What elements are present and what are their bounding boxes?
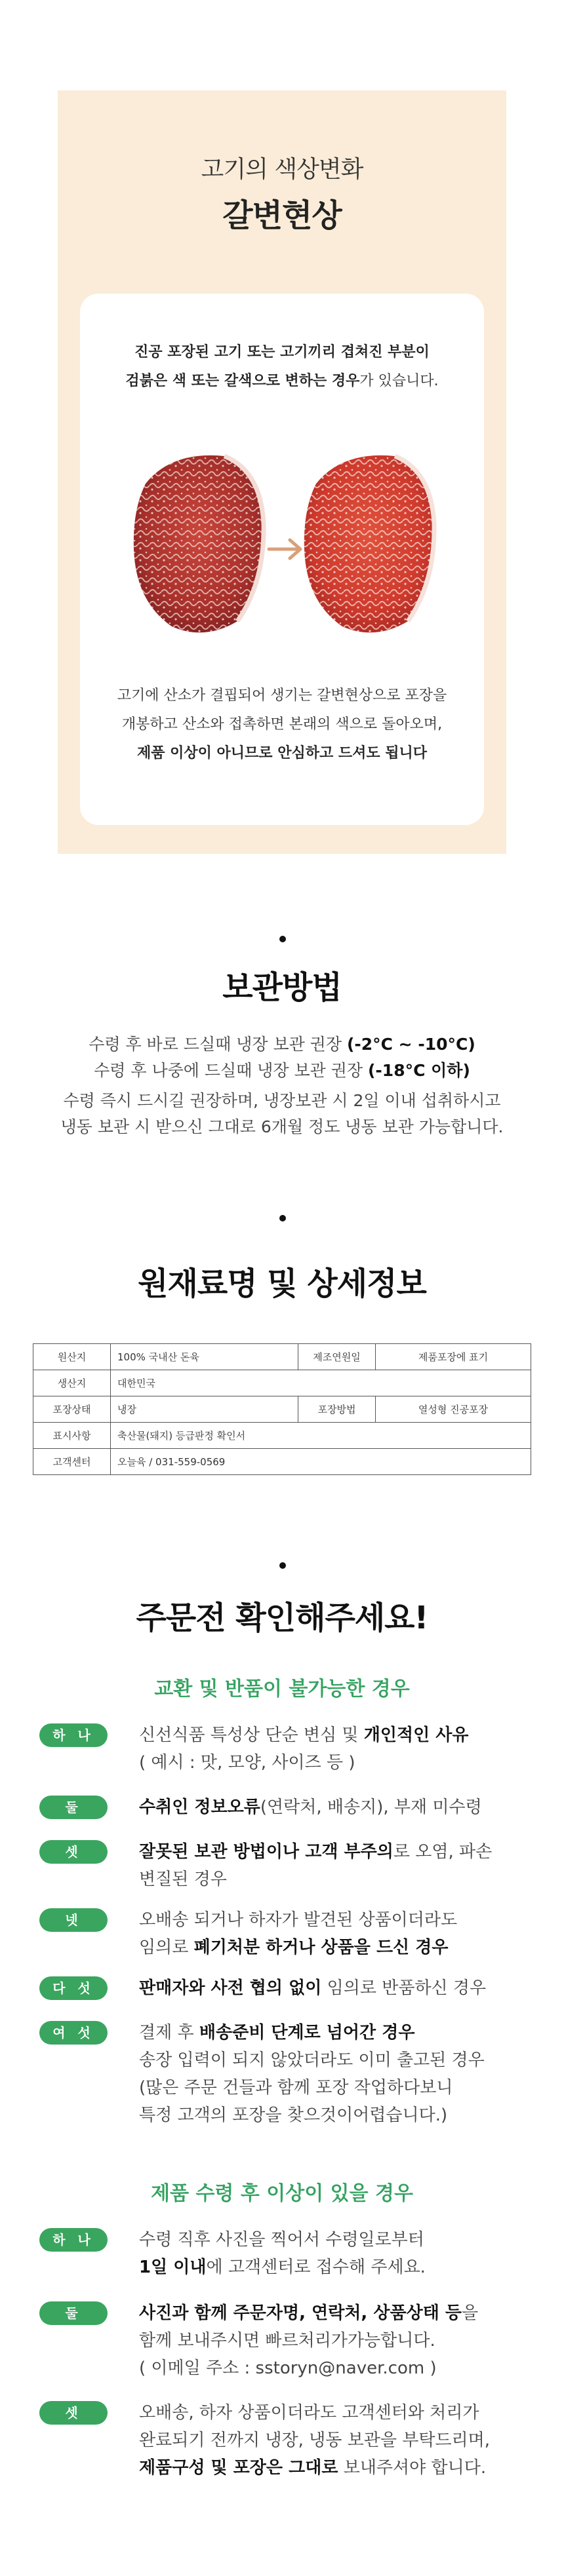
table-row (33, 1449, 531, 1475)
item-bold: 배송준비 단계로 넘어간 경우 (199, 2023, 415, 2043)
item-bold: 개인적인 사유 (363, 1725, 469, 1745)
badge-label: 하 나 (39, 1723, 108, 1747)
item-text: 함께 보내주시면 빠르처리가가능합니다. (139, 2331, 435, 2351)
item-bold: 제품구성 및 포장은 그대로 (139, 2458, 338, 2478)
desc-line2: 개봉하고 산소와 접촉하면 본래의 색으로 돌아오며, (121, 716, 443, 733)
date-label: 제조연원일 (298, 1344, 376, 1370)
badge-label: 다 섯 (39, 1976, 108, 2000)
item-text: 신선식품 특성상 단순 변심 및 (139, 1725, 364, 1745)
item-bold: 잘못된 보관 방법이나 고객 부주의 (139, 1842, 393, 1862)
date-value: 제품포장에 표기 (376, 1344, 531, 1370)
item-text: 을 (462, 2303, 479, 2323)
mark-value: 축산물(돼지) 등급판정 확인서 (111, 1423, 531, 1449)
badge-label: 셋 (39, 1840, 108, 1864)
origin-value: 100% 국내산 돈육 (111, 1344, 298, 1370)
section-dot (279, 936, 286, 942)
badge-label: 넷 (39, 1908, 108, 1932)
item-bold: 1일 이내 (139, 2258, 207, 2277)
item-text: ( 이메일 주소 : sstoryn@naver.com ) (139, 2358, 437, 2378)
producer-label: 생산지 (33, 1370, 111, 1396)
storage-instructions (0, 1031, 564, 1084)
item-bold: 폐기처분 하거나 상품을 드신 경우 (193, 1938, 449, 1957)
item-bold: 판매자와 사전 협의 없이 (139, 1978, 322, 1998)
intro-line2-rest: 가 있습니다. (359, 373, 439, 389)
desc-line3: 제품 이상이 아니므로 안심하고 드셔도 됩니다 (136, 745, 428, 761)
storage-line2-temp: (-18°C 이하) (368, 1061, 470, 1080)
table-row (33, 1423, 531, 1449)
fresh-meat-image (126, 444, 270, 641)
item-text: 로 오염, 파손 (393, 1842, 493, 1862)
storage-line1-temp: (-2°C ~ -10°C) (346, 1035, 475, 1054)
item-text: 송장 입력이 되지 않았더라도 이미 출고된 경우 (139, 2050, 485, 2070)
table-row (33, 1396, 531, 1423)
storage-line2: 수령 후 나중에 드실때 냉장 보관 권장 (94, 1061, 368, 1080)
section-dot (279, 1215, 286, 1221)
item-text: ( 예시 : 맛, 모양, 사이즈 등 ) (139, 1753, 355, 1773)
restored-meat-image (296, 444, 441, 641)
item-text: 완료되기 전까지 냉장, 냉동 보관을 부탁드리며, (139, 2431, 491, 2450)
badge-label: 하 나 (39, 2228, 108, 2252)
section-dot (279, 1562, 286, 1569)
badge-label: 셋 (39, 2401, 108, 2425)
item-text: 특정 고객의 포장을 찾으것이어렵습니다.) (139, 2105, 448, 2125)
item-text: 에 고객센터로 접수해 주세요. (206, 2258, 426, 2277)
item-text: 보내주셔야 합니다. (338, 2458, 487, 2478)
storage-line3: 수령 즉시 드시길 권장하며, 냉장보관 시 2일 이내 섭취하시고 (63, 1091, 501, 1110)
item-text: 임의로 (139, 1938, 194, 1957)
browning-info-card (80, 294, 484, 825)
item-text: 임의로 반품하신 경우 (321, 1978, 487, 1998)
color-change-panel (58, 90, 506, 854)
desc-line1: 고기에 산소가 결핍되어 생기는 갈변현상으로 포장을 (117, 687, 447, 704)
details-title: 원재료명 및 상세정보 (138, 1265, 426, 1302)
method-label: 포장방법 (298, 1396, 376, 1423)
product-info-table (33, 1343, 531, 1475)
storage-line1: 수령 후 바로 드실때 냉장 보관 권장 (89, 1035, 347, 1054)
table-row (33, 1344, 531, 1370)
origin-label: 원산지 (33, 1344, 111, 1370)
item-text: (연락처, 배송지), 부재 미수령 (260, 1797, 482, 1817)
color-change-subtitle: 고기의 색상변화 (201, 156, 363, 183)
mark-label: 표시사항 (33, 1423, 111, 1449)
order-check-title: 주문전 확인해주세요! (136, 1600, 428, 1636)
method-value: 열성형 진공포장 (376, 1396, 531, 1423)
browning-intro (80, 338, 484, 396)
color-change-title: 갈변현상 (222, 197, 342, 234)
cs-label: 고객센터 (33, 1449, 111, 1475)
browning-description (80, 682, 484, 768)
pack-label: 포장상태 (33, 1396, 111, 1423)
item-text: (많은 주문 건들과 함께 포장 작업하다보니 (139, 2078, 453, 2098)
storage-line4: 냉동 보관 시 받으신 그대로 6개월 정도 냉동 보관 가능합니다. (60, 1117, 504, 1136)
item-bold: 수취인 정보오류 (139, 1797, 260, 1817)
storage-title: 보관방법 (222, 969, 342, 1006)
item-text: 수령 직후 사진을 찍어서 수령일로부터 (139, 2230, 424, 2250)
badge-label: 둘 (39, 2301, 108, 2325)
cs-value: 오늘육 / 031-559-0569 (111, 1449, 531, 1475)
item-text: 오배송, 하자 상품이더라도 고객센터와 처리가 (139, 2403, 479, 2423)
badge-label: 여 섯 (39, 2021, 108, 2045)
defect-heading: 제품 수령 후 이상이 있을 경우 (151, 2182, 413, 2205)
storage-notes (0, 1088, 564, 1140)
table-row (33, 1370, 531, 1396)
item-text: 오배송 되거나 하자가 발견된 상품이더라도 (139, 1910, 458, 1930)
intro-line1: 진공 포장된 고기 또는 고기끼리 겹쳐진 부분이 (134, 344, 430, 360)
item-text: 결제 후 (139, 2023, 199, 2043)
producer-value: 대한민국 (111, 1370, 531, 1396)
item-text: 변질된 경우 (139, 1870, 227, 1889)
pack-value: 냉장 (111, 1396, 298, 1423)
no-return-heading: 교환 및 반품이 불가능한 경우 (154, 1678, 410, 1701)
intro-line2-bold: 검붉은 색 또는 갈색으로 변하는 경우 (125, 373, 360, 389)
item-bold: 사진과 함께 주문자명, 연락처, 상품상태 등 (139, 2303, 462, 2323)
badge-label: 둘 (39, 1796, 108, 1819)
